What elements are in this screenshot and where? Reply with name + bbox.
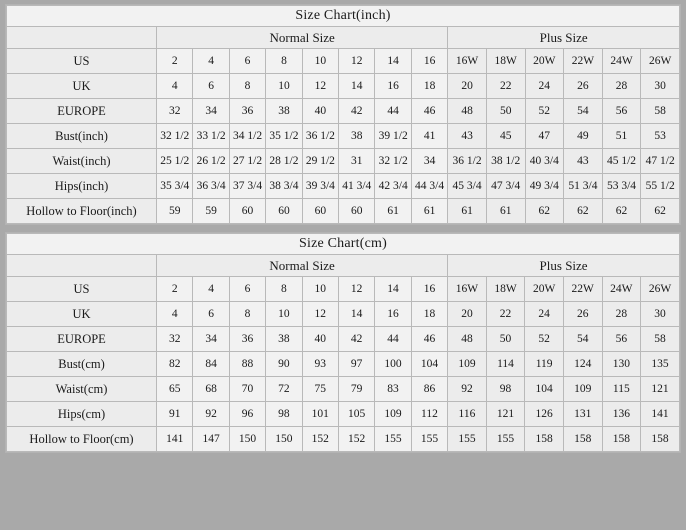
cell: 104 xyxy=(525,377,564,402)
cell: 101 xyxy=(302,402,338,427)
cell: 30 xyxy=(641,302,680,327)
page-title: Size Chart(cm) xyxy=(7,234,680,255)
cell: 38 xyxy=(339,124,375,149)
cell: 30 xyxy=(641,74,680,99)
table-row xyxy=(7,199,680,224)
cell: 114 xyxy=(486,352,525,377)
cell: 97 xyxy=(338,352,374,377)
row-label: UK xyxy=(7,302,157,327)
cell: 68 xyxy=(193,377,229,402)
cell: 12 xyxy=(338,277,374,302)
cell: 16W xyxy=(448,277,487,302)
cell: 141 xyxy=(157,427,193,452)
cell: 121 xyxy=(486,402,525,427)
row-label: Bust(cm) xyxy=(7,352,157,377)
cell: 116 xyxy=(448,402,487,427)
cell: 124 xyxy=(563,352,602,377)
cell: 14 xyxy=(375,277,411,302)
row-label: US xyxy=(7,277,157,302)
cell: 41 3/4 xyxy=(339,174,375,199)
cell: 44 xyxy=(375,99,411,124)
cell: 92 xyxy=(448,377,487,402)
cell: 54 xyxy=(563,327,602,352)
cell: 36 1/2 xyxy=(302,124,338,149)
table-row xyxy=(7,174,680,199)
cell: 2 xyxy=(157,277,193,302)
cell: 121 xyxy=(641,377,680,402)
cell: 47 3/4 xyxy=(486,174,525,199)
cell: 152 xyxy=(338,427,374,452)
size-chart-inch xyxy=(5,4,681,225)
cell: 37 3/4 xyxy=(229,174,265,199)
cell: 6 xyxy=(229,49,265,74)
table-title-row xyxy=(7,234,680,255)
cell: 47 xyxy=(525,124,564,149)
cell: 109 xyxy=(563,377,602,402)
row-label: Hips(cm) xyxy=(7,402,157,427)
row-label: Hips(inch) xyxy=(7,174,157,199)
cell: 16 xyxy=(375,74,411,99)
cell: 34 xyxy=(411,149,447,174)
cell: 4 xyxy=(157,302,193,327)
cell: 32 xyxy=(157,99,193,124)
cell: 96 xyxy=(229,402,265,427)
cell: 59 xyxy=(157,199,193,224)
cell: 84 xyxy=(193,352,229,377)
cell: 70 xyxy=(229,377,265,402)
cell: 36 xyxy=(229,99,265,124)
cell: 158 xyxy=(563,427,602,452)
cell: 42 xyxy=(339,99,375,124)
cell: 56 xyxy=(602,99,641,124)
table-row xyxy=(7,99,680,124)
cell: 60 xyxy=(339,199,375,224)
cell: 46 xyxy=(411,327,447,352)
cell: 24W xyxy=(602,277,641,302)
cell: 36 3/4 xyxy=(193,174,229,199)
cell: 61 xyxy=(375,199,411,224)
cell: 79 xyxy=(338,377,374,402)
cell: 155 xyxy=(411,427,447,452)
cell: 14 xyxy=(338,302,374,327)
cell: 28 1/2 xyxy=(266,149,302,174)
row-label: Hollow to Floor(cm) xyxy=(7,427,157,452)
cell: 32 1/2 xyxy=(157,124,193,149)
cell: 16 xyxy=(375,302,411,327)
cell: 26 xyxy=(564,74,603,99)
cell: 8 xyxy=(229,302,265,327)
table-row xyxy=(7,352,680,377)
cell: 38 xyxy=(266,327,302,352)
cell: 150 xyxy=(266,427,302,452)
cell: 2 xyxy=(157,49,193,74)
cell: 24 xyxy=(525,74,564,99)
cell: 82 xyxy=(157,352,193,377)
cell: 65 xyxy=(157,377,193,402)
cell: 119 xyxy=(525,352,564,377)
cell: 48 xyxy=(448,327,487,352)
cell: 34 xyxy=(193,327,229,352)
cell: 62 xyxy=(602,199,641,224)
cell: 26W xyxy=(641,277,680,302)
cell: 40 xyxy=(302,327,338,352)
corner-cell xyxy=(7,27,157,49)
size-table-inch xyxy=(6,5,680,224)
cell: 35 1/2 xyxy=(266,124,302,149)
cell: 56 xyxy=(602,327,641,352)
row-label: EUROPE xyxy=(7,327,157,352)
row-label: Waist(cm) xyxy=(7,377,157,402)
cell: 20W xyxy=(525,49,564,74)
cell: 52 xyxy=(525,99,564,124)
table-row xyxy=(7,124,680,149)
cell: 155 xyxy=(486,427,525,452)
cell: 109 xyxy=(448,352,487,377)
cell: 115 xyxy=(602,377,641,402)
cell: 155 xyxy=(375,427,411,452)
cell: 27 1/2 xyxy=(229,149,265,174)
cell: 50 xyxy=(486,99,525,124)
table-row xyxy=(7,49,680,74)
cell: 20W xyxy=(525,277,564,302)
cell: 92 xyxy=(193,402,229,427)
cell: 8 xyxy=(229,74,265,99)
cell: 4 xyxy=(157,74,193,99)
cell: 61 xyxy=(486,199,525,224)
cell: 32 1/2 xyxy=(375,149,411,174)
cell: 158 xyxy=(641,427,680,452)
cell: 10 xyxy=(266,74,302,99)
cell: 109 xyxy=(375,402,411,427)
cell: 158 xyxy=(602,427,641,452)
cell: 43 xyxy=(448,124,487,149)
cell: 32 xyxy=(157,327,193,352)
row-label: US xyxy=(7,49,157,74)
cell: 83 xyxy=(375,377,411,402)
cell: 44 xyxy=(375,327,411,352)
cell: 22W xyxy=(563,277,602,302)
cell: 60 xyxy=(266,199,302,224)
group-header-plus: Plus Size xyxy=(448,255,680,277)
cell: 59 xyxy=(193,199,229,224)
cell: 62 xyxy=(641,199,680,224)
size-table-cm xyxy=(6,233,680,452)
table-title-row xyxy=(7,6,680,27)
cell: 45 xyxy=(486,124,525,149)
row-label: UK xyxy=(7,74,157,99)
cell: 12 xyxy=(302,302,338,327)
cell: 6 xyxy=(193,302,229,327)
cell: 18W xyxy=(486,49,525,74)
table-group-row xyxy=(7,27,680,49)
cell: 60 xyxy=(302,199,338,224)
cell: 58 xyxy=(641,327,680,352)
cell: 40 3/4 xyxy=(525,149,564,174)
cell: 60 xyxy=(229,199,265,224)
cell: 90 xyxy=(266,352,302,377)
cell: 100 xyxy=(375,352,411,377)
cell: 10 xyxy=(302,277,338,302)
cell: 93 xyxy=(302,352,338,377)
size-chart-cm xyxy=(5,232,681,453)
cell: 12 xyxy=(302,74,338,99)
cell: 24 xyxy=(525,302,564,327)
cell: 155 xyxy=(448,427,487,452)
cell: 105 xyxy=(338,402,374,427)
cell: 18W xyxy=(486,277,525,302)
cell: 126 xyxy=(525,402,564,427)
cell: 39 1/2 xyxy=(375,124,411,149)
table-row xyxy=(7,74,680,99)
cell: 25 1/2 xyxy=(157,149,193,174)
cell: 147 xyxy=(193,427,229,452)
cell: 49 3/4 xyxy=(525,174,564,199)
cell: 10 xyxy=(266,302,302,327)
cell: 34 xyxy=(193,99,229,124)
table-row xyxy=(7,302,680,327)
cell: 20 xyxy=(448,302,487,327)
cell: 20 xyxy=(448,74,487,99)
cell: 51 xyxy=(602,124,641,149)
cell: 6 xyxy=(229,277,265,302)
cell: 62 xyxy=(525,199,564,224)
table-group-row xyxy=(7,255,680,277)
table-row xyxy=(7,402,680,427)
cell: 34 1/2 xyxy=(229,124,265,149)
cell: 16 xyxy=(411,277,447,302)
cell: 72 xyxy=(266,377,302,402)
table-row xyxy=(7,277,680,302)
row-label: EUROPE xyxy=(7,99,157,124)
cell: 45 1/2 xyxy=(602,149,641,174)
corner-cell xyxy=(7,255,157,277)
cell: 42 3/4 xyxy=(375,174,411,199)
cell: 36 xyxy=(229,327,265,352)
group-header-normal: Normal Size xyxy=(157,255,448,277)
cell: 141 xyxy=(641,402,680,427)
cell: 16 xyxy=(411,49,447,74)
cell: 31 xyxy=(339,149,375,174)
cell: 40 xyxy=(302,99,338,124)
cell: 44 3/4 xyxy=(411,174,447,199)
cell: 36 1/2 xyxy=(448,149,487,174)
cell: 8 xyxy=(266,277,302,302)
cell: 136 xyxy=(602,402,641,427)
cell: 4 xyxy=(193,49,229,74)
cell: 43 xyxy=(564,149,603,174)
cell: 88 xyxy=(229,352,265,377)
cell: 18 xyxy=(411,302,447,327)
cell: 33 1/2 xyxy=(193,124,229,149)
cell: 29 1/2 xyxy=(302,149,338,174)
cell: 41 xyxy=(411,124,447,149)
cell: 131 xyxy=(563,402,602,427)
cell: 51 3/4 xyxy=(564,174,603,199)
cell: 98 xyxy=(266,402,302,427)
cell: 91 xyxy=(157,402,193,427)
cell: 12 xyxy=(339,49,375,74)
table-row xyxy=(7,427,680,452)
cell: 38 3/4 xyxy=(266,174,302,199)
row-label: Bust(inch) xyxy=(7,124,157,149)
cell: 53 xyxy=(641,124,680,149)
cell: 61 xyxy=(411,199,447,224)
cell: 98 xyxy=(486,377,525,402)
cell: 6 xyxy=(193,74,229,99)
cell: 4 xyxy=(193,277,229,302)
cell: 75 xyxy=(302,377,338,402)
cell: 49 xyxy=(564,124,603,149)
row-label: Hollow to Floor(inch) xyxy=(7,199,157,224)
cell: 22 xyxy=(486,74,525,99)
cell: 24W xyxy=(602,49,641,74)
table-row xyxy=(7,377,680,402)
cell: 86 xyxy=(411,377,447,402)
cell: 22W xyxy=(564,49,603,74)
cell: 46 xyxy=(411,99,447,124)
cell: 35 3/4 xyxy=(157,174,193,199)
cell: 150 xyxy=(229,427,265,452)
cell: 53 3/4 xyxy=(602,174,641,199)
cell: 26W xyxy=(641,49,680,74)
cell: 45 3/4 xyxy=(448,174,487,199)
cell: 47 1/2 xyxy=(641,149,680,174)
cell: 42 xyxy=(338,327,374,352)
cell: 16W xyxy=(448,49,487,74)
cell: 26 1/2 xyxy=(193,149,229,174)
cell: 14 xyxy=(375,49,411,74)
cell: 54 xyxy=(564,99,603,124)
cell: 39 3/4 xyxy=(302,174,338,199)
row-label: Waist(inch) xyxy=(7,149,157,174)
page-title: Size Chart(inch) xyxy=(7,6,680,27)
group-header-normal: Normal Size xyxy=(157,27,448,49)
cell: 18 xyxy=(411,74,447,99)
cell: 52 xyxy=(525,327,564,352)
cell: 26 xyxy=(563,302,602,327)
cell: 22 xyxy=(486,302,525,327)
table-row xyxy=(7,327,680,352)
cell: 158 xyxy=(525,427,564,452)
cell: 38 1/2 xyxy=(486,149,525,174)
cell: 10 xyxy=(302,49,338,74)
group-header-plus: Plus Size xyxy=(448,27,680,49)
cell: 14 xyxy=(339,74,375,99)
cell: 28 xyxy=(602,74,641,99)
table-row xyxy=(7,149,680,174)
cell: 8 xyxy=(266,49,302,74)
cell: 152 xyxy=(302,427,338,452)
cell: 135 xyxy=(641,352,680,377)
cell: 130 xyxy=(602,352,641,377)
cell: 61 xyxy=(448,199,487,224)
cell: 50 xyxy=(486,327,525,352)
cell: 55 1/2 xyxy=(641,174,680,199)
cell: 48 xyxy=(448,99,487,124)
cell: 28 xyxy=(602,302,641,327)
cell: 112 xyxy=(411,402,447,427)
cell: 58 xyxy=(641,99,680,124)
cell: 62 xyxy=(564,199,603,224)
cell: 104 xyxy=(411,352,447,377)
cell: 38 xyxy=(266,99,302,124)
